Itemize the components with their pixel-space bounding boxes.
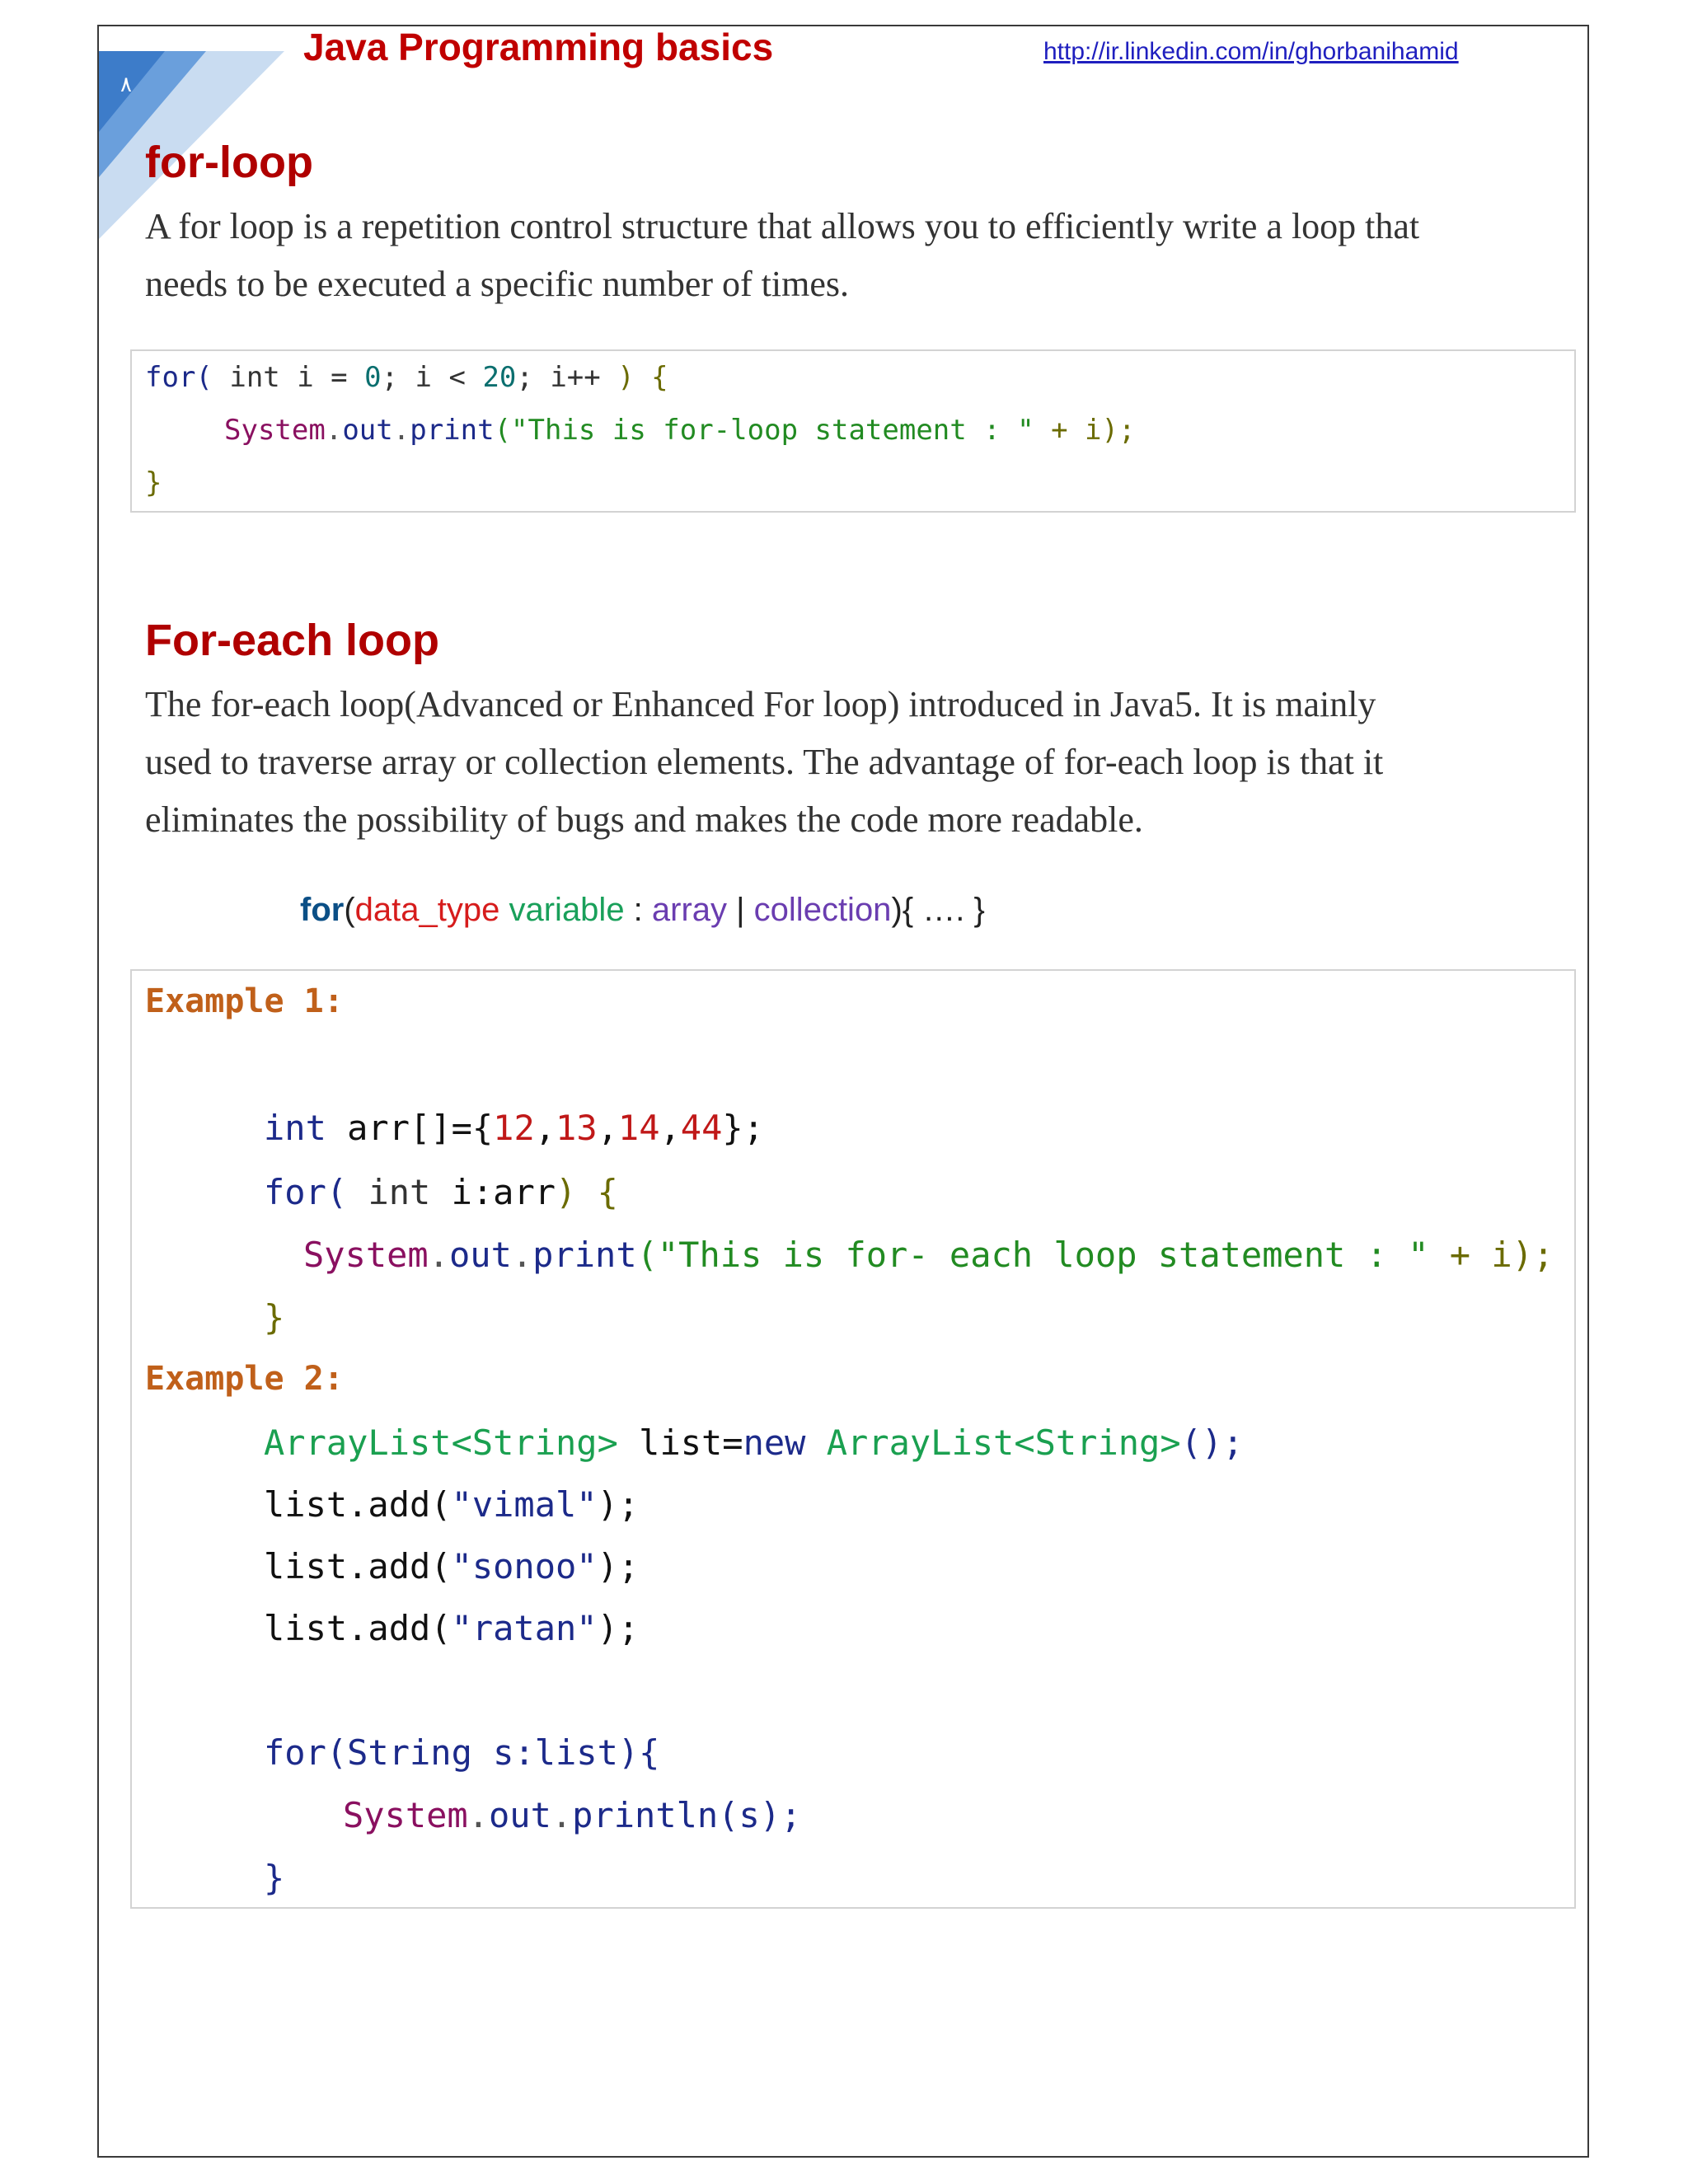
code-line: for( int i = 0; i < 20; i++ ) { [145,361,668,394]
code-line: list.add("vimal"); [264,1484,640,1525]
for-each-heading: For-each loop [145,616,440,665]
code-line: list.add("sonoo"); [264,1546,640,1586]
example-1-label: Example 1: [145,982,344,1020]
paragraph-line: used to traverse array or collection elements. The advantage of for-each loop is that it [145,742,1384,782]
document-title: Java Programming basics [303,26,774,68]
code-line: list.add("ratan"); [264,1608,640,1648]
code-line: } [264,1858,285,1898]
code-line: for(String s:list){ [264,1732,660,1773]
example-2-label: Example 2: [145,1360,344,1398]
for-loop-description [145,198,1563,313]
code-line: } [264,1297,285,1338]
for-loop-code-block [130,349,1576,513]
paragraph-line: The for-each loop(Advanced or Enhanced For loop) introduced in Java5. It is mainly [145,684,1376,724]
paragraph-line: A for loop is a repetition control structure that allows you to efficiently write a loop that [145,206,1420,246]
code-line: int arr[]={12,13,14,44}; [264,1108,764,1148]
page-number: ۸ [120,73,132,97]
profile-link[interactable]: http://ir.linkedin.com/in/ghorbanihamid [1043,38,1459,65]
code-line: System.out.print("This is for- each loop statement : " + i); [303,1235,1554,1275]
code-line: ArrayList<String> list=new ArrayList<String>(); [264,1422,1244,1463]
code-line: System.out.println(s); [343,1795,802,1835]
code-line: System.out.print("This is for-loop statement : " + i); [224,414,1136,447]
paragraph-line: eliminates the possibility of bugs and makes the code more readable. [145,799,1143,840]
for-each-description [145,676,1563,849]
for-each-syntax: for(data_type variable : array | collection){ …. } [300,892,985,928]
code-line: } [145,466,162,499]
for-loop-heading: for-loop [145,138,313,187]
code-line: for( int i:arr) { [264,1172,618,1212]
paragraph-line: needs to be executed a specific number of times. [145,264,850,304]
